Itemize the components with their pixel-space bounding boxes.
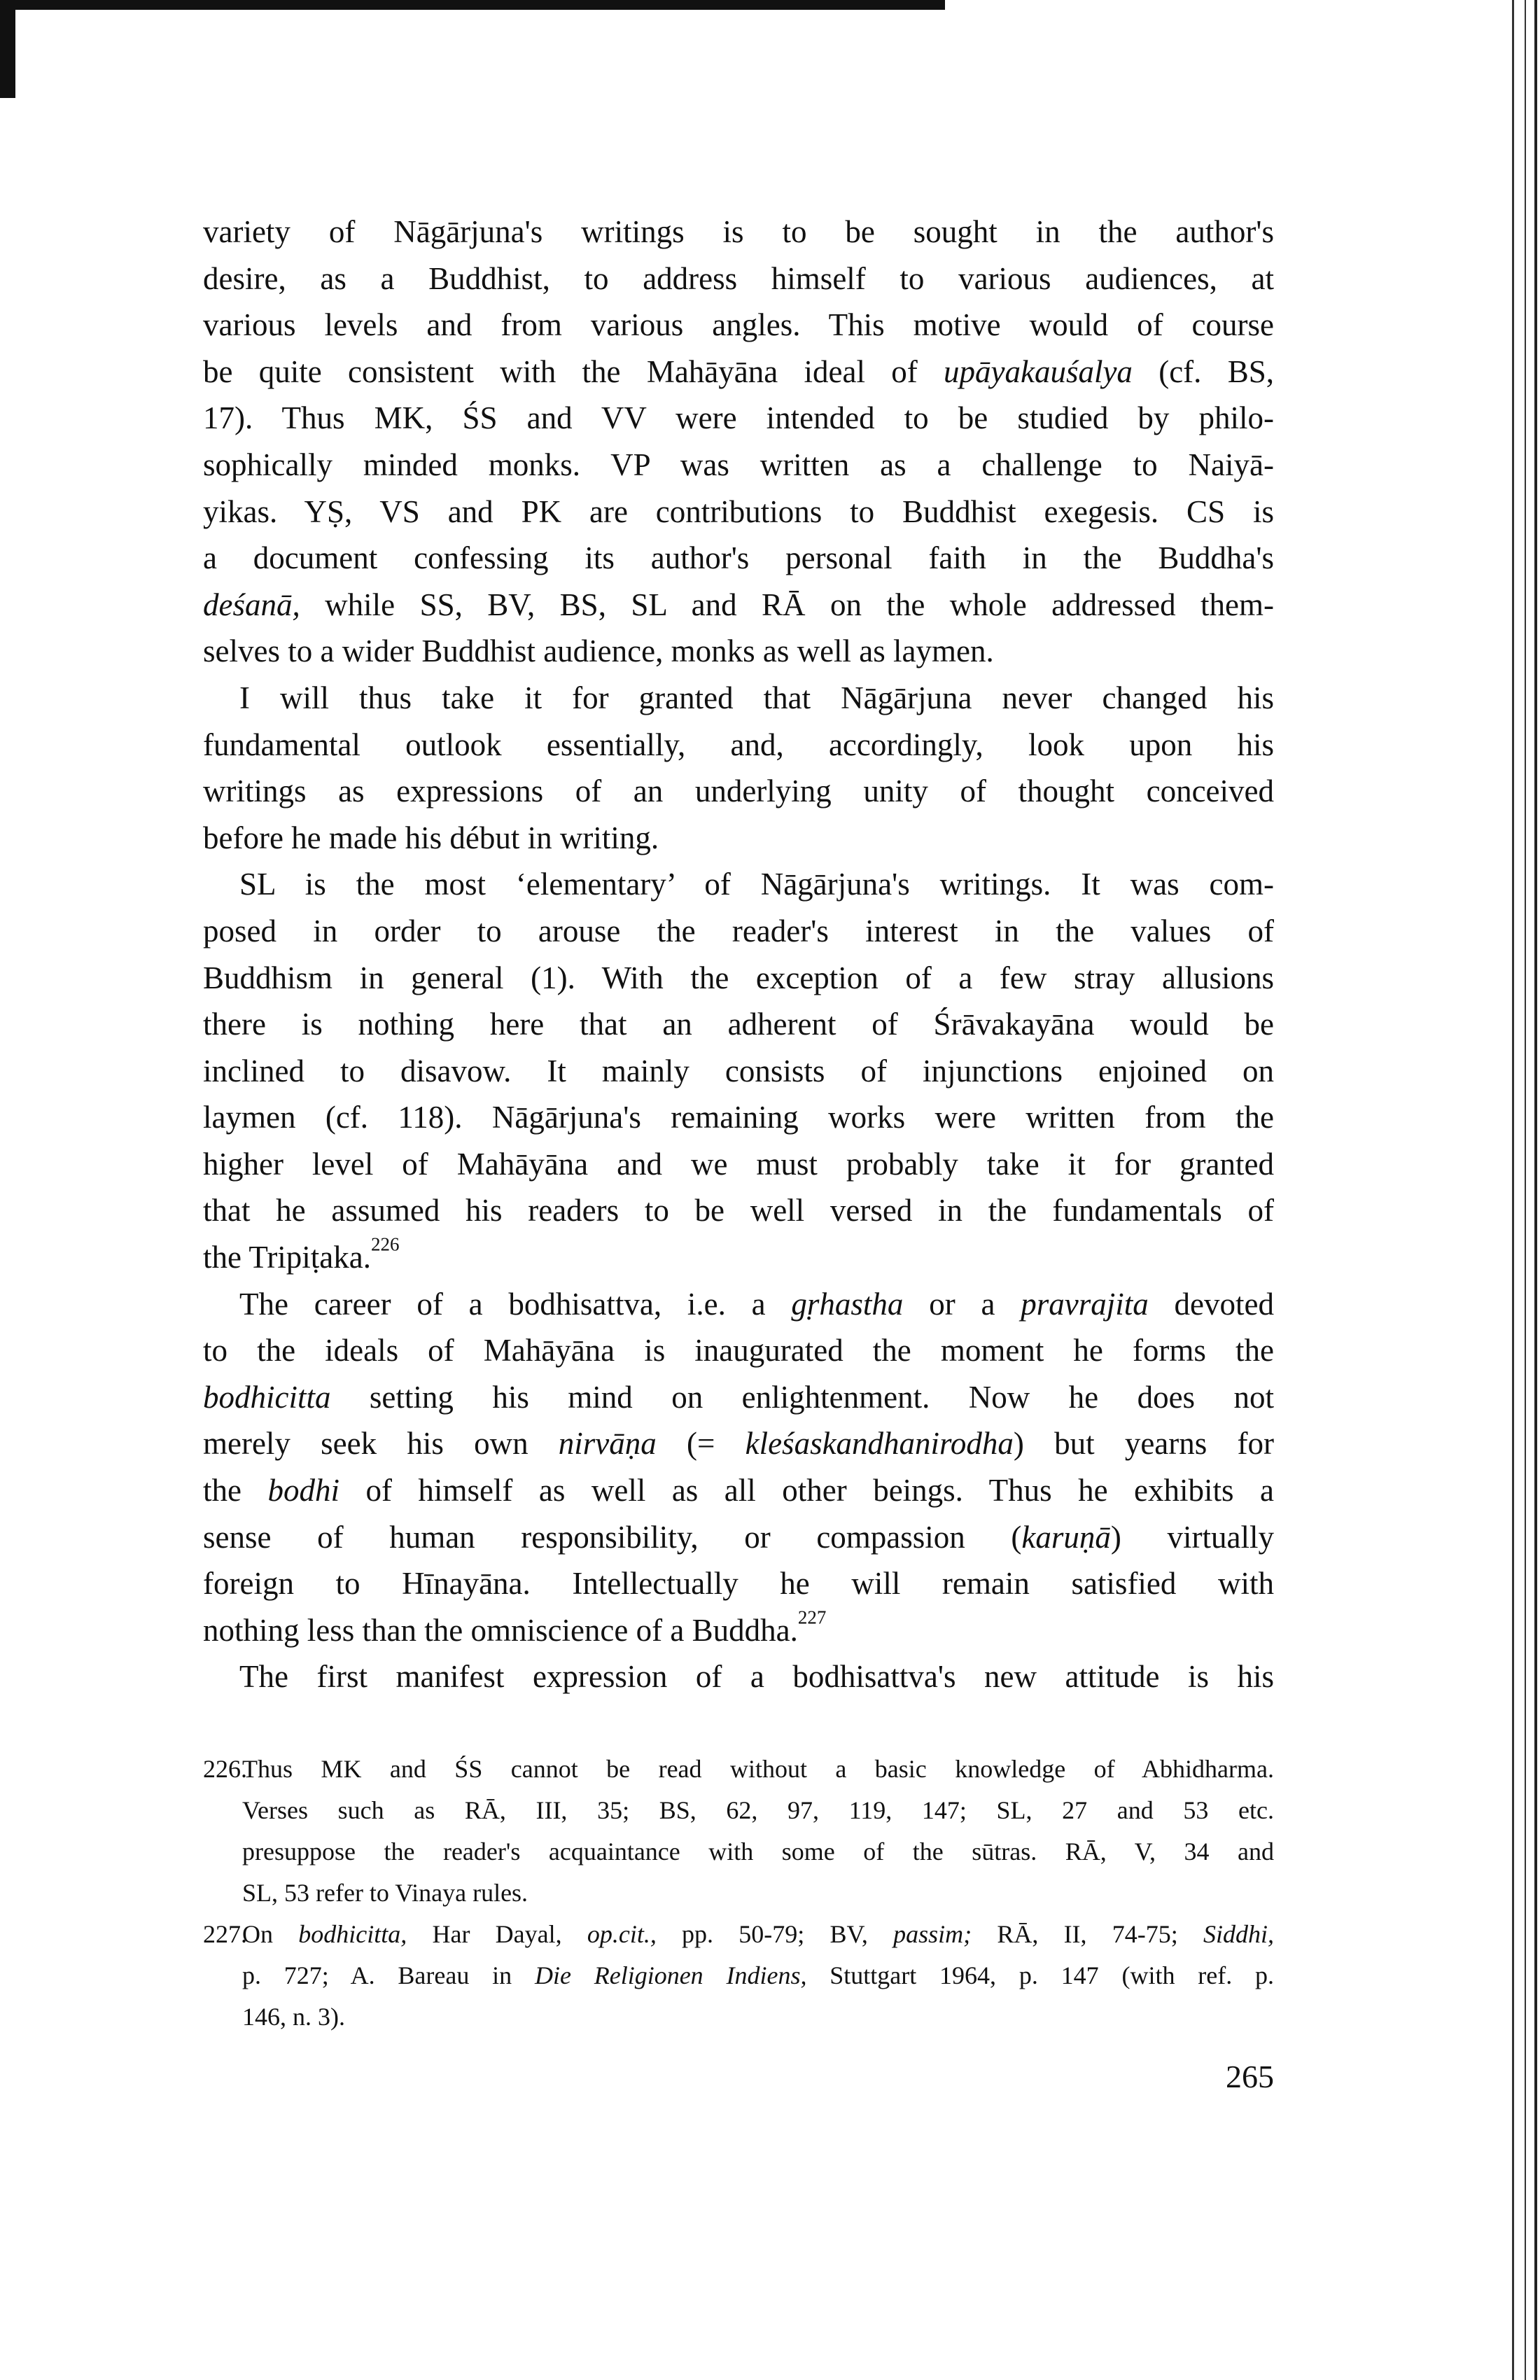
text-line — [203, 1467, 1274, 1514]
text-segment: presuppose the reader's acquaintance with some of the sūtras. RĀ, V, 34 and — [242, 1837, 1274, 1865]
text-line — [203, 861, 1274, 908]
text-segment: On — [242, 1920, 299, 1948]
italic-text: karuṇā — [1021, 1519, 1111, 1555]
text-segment: setting his mind on enlightenment. Now he does not — [330, 1379, 1274, 1415]
scan-edge-right-3 — [1534, 0, 1537, 2380]
text-segment: writings as expressions of an underlying unity of thought conceived — [203, 774, 1274, 809]
italic-text: nirvāṇa — [558, 1426, 657, 1462]
text-segment: there is nothing here that an adherent of Śrāvakayāna would be — [203, 1007, 1274, 1042]
italic-text: bodhicitta — [203, 1379, 331, 1415]
text-segment: while SS, BV, BS, SL and RĀ on the whole addressed them- — [300, 587, 1274, 622]
text-segment: p. 727; A. Bareau in — [242, 1961, 535, 1989]
footnote-line — [242, 1955, 1274, 1996]
text-line — [203, 1281, 1274, 1328]
text-segment: merely seek his own — [203, 1426, 559, 1462]
footnote-line — [242, 1996, 1274, 2038]
paragraph — [203, 1281, 1274, 1654]
footnote-number: 226. — [203, 1755, 247, 1783]
italic-text: bodhicitta, — [298, 1920, 407, 1948]
text-segment: that he assumed his readers to be well versed in the fundamentals of — [203, 1193, 1274, 1228]
text-segment: pp. 50-79; BV, — [656, 1920, 894, 1948]
text-segment: Thus MK and ŚS cannot be read without a basic knowledge of Abhidharma. — [242, 1755, 1274, 1783]
footnote-line — [242, 1872, 1274, 1914]
text-segment: posed in order to arouse the reader's interest in the values of — [203, 913, 1274, 948]
italic-text: gṛhastha — [791, 1286, 904, 1322]
text-line — [203, 209, 1274, 255]
text-segment: fundamental outlook essentially, and, accordingly, look upon his — [203, 727, 1274, 762]
text-segment: yikas. YṢ, VS and PK are contributions to Buddhist exegesis. CS is — [203, 493, 1274, 529]
italic-text: upāyakauśalya — [944, 354, 1133, 389]
footnote — [203, 1914, 1274, 2038]
text-line — [203, 1234, 1274, 1281]
text-segment: nothing less than the omniscience of a Buddha. — [203, 1612, 798, 1648]
scan-edge-right-2 — [1525, 0, 1526, 2380]
footnote-line — [242, 1749, 1274, 1790]
body-text — [203, 209, 1274, 1700]
text-line — [203, 1374, 1274, 1421]
text-line — [203, 395, 1274, 442]
text-line — [203, 722, 1274, 769]
text-segment: (= — [656, 1426, 746, 1462]
paragraph — [203, 1653, 1274, 1700]
text-segment: The first manifest expression of a bodhisattva's new attitude is his — [239, 1659, 1274, 1695]
text-segment: higher level of Mahāyāna and we must probably take it for granted — [203, 1146, 1274, 1182]
text-line — [203, 628, 1274, 675]
text-segment: ) virtually — [1110, 1519, 1274, 1555]
text-segment: The career of a bodhisattva, i.e. a — [239, 1286, 792, 1322]
text-segment: SL, 53 refer to Vinaya rules. — [242, 1879, 528, 1907]
text-line — [203, 675, 1274, 722]
footnotes — [203, 1749, 1274, 2038]
footnote-ref[interactable]: 227 — [797, 1606, 827, 1628]
text-segment: ) but yearns for — [1013, 1426, 1274, 1462]
text-segment: devoted — [1148, 1286, 1274, 1322]
text-line — [203, 1514, 1274, 1561]
text-segment: a document confessing its author's personal faith in the Buddha's — [203, 540, 1274, 576]
italic-text: Die Religionen Indiens, — [534, 1961, 807, 1989]
text-line — [203, 1094, 1274, 1141]
text-line — [203, 1653, 1274, 1700]
text-segment: inclined to disavow. It mainly consists of injunctions enjoined on — [203, 1053, 1274, 1088]
footnote-ref[interactable]: 226 — [371, 1233, 400, 1255]
text-line — [203, 489, 1274, 536]
text-segment: various levels and from various angles. This motive would of course — [203, 307, 1274, 343]
footnote-line — [242, 1831, 1274, 1872]
text-line — [203, 582, 1274, 629]
italic-text: pravrajita — [1021, 1286, 1149, 1322]
text-segment: or a — [903, 1286, 1021, 1322]
italic-text: bodhi — [267, 1473, 340, 1508]
italic-text: deśanā, — [203, 587, 300, 622]
text-line — [203, 1420, 1274, 1467]
text-line — [203, 1607, 1274, 1654]
text-segment: the — [203, 1473, 268, 1508]
text-line — [203, 955, 1274, 1002]
paragraph — [203, 675, 1274, 861]
text-segment: 146, n. 3). — [242, 2003, 345, 2031]
italic-text: passim; — [893, 1920, 972, 1948]
page-number: 265 — [1226, 2059, 1274, 2094]
text-segment: laymen (cf. 118). Nāgārjuna's remaining works were written from the — [203, 1100, 1274, 1135]
text-segment: SL is the most ‘elementary’ of Nāgārjuna's writings. It was com- — [239, 867, 1274, 902]
text-line — [203, 908, 1274, 955]
paragraph — [203, 209, 1274, 675]
text-segment: Stuttgart 1964, p. 147 (with ref. p. — [806, 1961, 1274, 1989]
footnote-number: 227. — [203, 1920, 247, 1948]
italic-text: Siddhi, — [1203, 1920, 1275, 1948]
text-line — [203, 1560, 1274, 1607]
text-segment: the Tripiṭaka. — [203, 1240, 372, 1275]
text-line — [203, 255, 1274, 302]
scan-edge-left — [0, 0, 15, 98]
text-segment: (cf. BS, — [1132, 354, 1274, 389]
italic-text: op.cit., — [587, 1920, 657, 1948]
italic-text: kleśaskandhanirodha — [745, 1426, 1014, 1462]
text-line — [203, 1141, 1274, 1188]
text-segment: RĀ, II, 74-75; — [972, 1920, 1203, 1948]
paragraph — [203, 861, 1274, 1280]
text-line — [203, 1327, 1274, 1374]
text-segment: sense of human responsibility, or compassion ( — [203, 1519, 1022, 1555]
scan-edge-top — [0, 0, 945, 10]
text-segment: 17). Thus MK, ŚS and VV were intended to be studied by philo- — [203, 400, 1274, 436]
footnote-line — [242, 1914, 1274, 1955]
text-line — [203, 815, 1274, 862]
text-line — [203, 1048, 1274, 1095]
text-segment: before he made his début in writing. — [203, 820, 659, 855]
text-line — [203, 1187, 1274, 1234]
footnote-line — [242, 1790, 1274, 1831]
text-line — [203, 1001, 1274, 1048]
text-segment: selves to a wider Buddhist audience, monks as well as laymen. — [203, 634, 994, 669]
footnote — [203, 1749, 1274, 1914]
text-segment: to the ideals of Mahāyāna is inaugurated the moment he forms the — [203, 1333, 1274, 1368]
text-segment: Har Dayal, — [407, 1920, 587, 1948]
text-segment: desire, as a Buddhist, to address himself to various audiences, at — [203, 260, 1274, 296]
text-line — [203, 442, 1274, 489]
text-segment: I will thus take it for granted that Nāgārjuna never changed his — [239, 680, 1274, 715]
text-segment: of himself as well as all other beings. Thus he exhibits a — [339, 1473, 1274, 1508]
text-segment: Verses such as RĀ, III, 35; BS, 62, 97, 119, 147; SL, 27 and 53 etc. — [242, 1796, 1274, 1824]
text-segment: Buddhism in general (1). With the exception of a few stray allusions — [203, 960, 1274, 995]
text-segment: variety of Nāgārjuna's writings is to be sought in the author's — [203, 214, 1274, 249]
text-line — [203, 768, 1274, 815]
text-line — [203, 535, 1274, 582]
text-line — [203, 349, 1274, 396]
scan-edge-right — [1512, 0, 1514, 2380]
text-line — [203, 302, 1274, 349]
text-segment: foreign to Hīnayāna. Intellectually he will remain satisfied with — [203, 1566, 1274, 1602]
text-segment: sophically minded monks. VP was written as a challenge to Naiyā- — [203, 447, 1274, 482]
text-segment: be quite consistent with the Mahāyāna ideal of — [203, 354, 944, 389]
